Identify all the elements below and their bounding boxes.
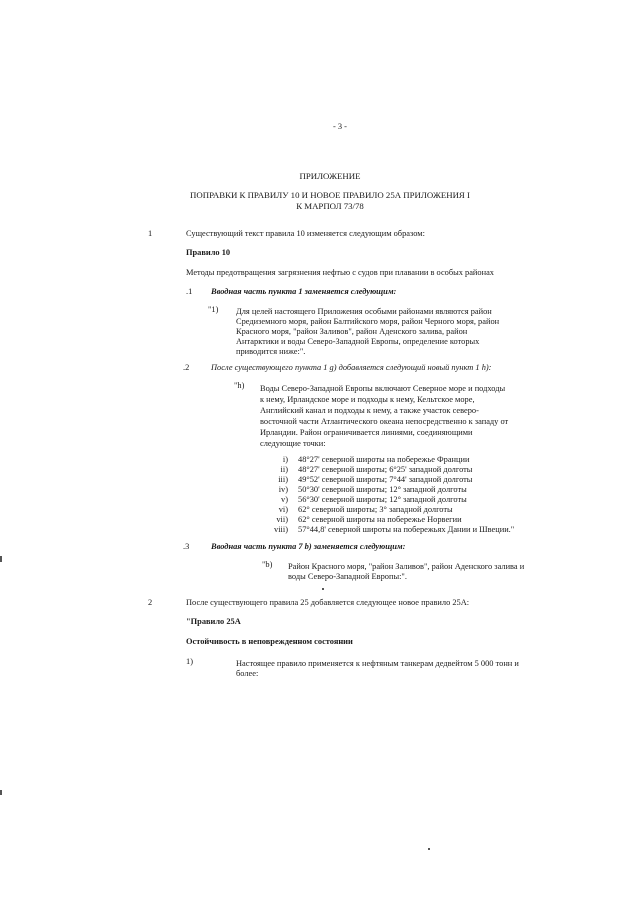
paragraph-2-number: .2 — [183, 363, 190, 372]
point-label: iii) — [278, 475, 288, 484]
section-1-rule-title: Правило 10 — [186, 248, 231, 257]
section-2-item-line: Настоящее правило применяется к нефтяным танкерам дедвейтом 5 000 тонн и — [236, 659, 519, 668]
point-label: vi) — [278, 505, 288, 514]
document-title: ПРИЛОЖЕНИЕ — [299, 171, 361, 181]
section-2-intro: После существующего правила 25 добавляется следующее новое правило 25А: — [186, 598, 470, 607]
point-label: viii) — [274, 525, 288, 534]
point-text: 62° северной широты; 3° западной долготы — [298, 505, 453, 514]
scan-speck — [428, 848, 430, 850]
point-text: 48°27' северной широты на побережье Франции — [298, 455, 470, 464]
paragraph-3-number: .3 — [183, 542, 190, 551]
scan-mark — [0, 556, 2, 562]
quote-3-line: Район Красного моря, "район Заливов", район Аденского залива и — [288, 562, 525, 571]
quote-1-line: Красного моря, "район Заливов", район Аденского залива, район — [236, 327, 468, 336]
quote-1-line: Антарктики и воды Северо-Западной Европы, определение которых — [236, 337, 480, 346]
quote-2-line: восточной части Атлантического океана непосредственно к западу от — [260, 417, 509, 426]
point-text: 57°44,8' северной широты на побережьях Дании и Швеции." — [298, 525, 515, 534]
section-2-number: 2 — [148, 598, 153, 607]
quote-3-line: воды Северо-Западной Европы:". — [288, 572, 407, 581]
section-2-item-number: 1) — [186, 657, 193, 666]
point-text: 48°27' северной широты; 6°25' западной долготы — [298, 465, 473, 474]
scan-speck — [322, 588, 324, 590]
quote-1-line: приводится ниже:". — [236, 347, 306, 356]
section-2-item-line: более: — [236, 669, 259, 678]
scan-mark — [0, 790, 2, 795]
quote-2-label: "h) — [234, 381, 245, 390]
quote-2-line: к нему, Ирландское море и подходы к нему, Кельтское море, — [260, 395, 475, 404]
quote-1-line: Средиземного моря, район Балтийского моря, район Черного моря, район — [236, 317, 500, 326]
section-1-intro: Существующий текст правила 10 изменяется следующим образом: — [186, 229, 425, 238]
section-1-number: 1 — [148, 229, 153, 238]
document-subtitle-line-2: К МАРПОЛ 73/78 — [296, 201, 364, 211]
paragraph-1-number: .1 — [186, 287, 193, 296]
document-subtitle-line-1: ПОПРАВКИ К ПРАВИЛУ 10 И НОВОЕ ПРАВИЛО 25А ПРИЛОЖЕНИЯ I — [190, 190, 470, 200]
quote-3-label: "b) — [262, 560, 273, 569]
paragraph-3-text: Вводная часть пункта 7 b) заменяется следующим: — [211, 542, 406, 551]
page-number: - 3 - — [333, 122, 347, 131]
point-label: i) — [282, 455, 288, 464]
point-label: vii) — [276, 515, 288, 524]
point-text: 50°30' северной широты; 12° западной долготы — [298, 485, 467, 494]
quote-2-line: Английский канал и подходы к нему, а также участок северо- — [260, 406, 479, 415]
section-2-rule-title: "Правило 25А — [186, 617, 241, 626]
quote-2-line: Ирландии. Район ограничивается линиями, соединяющими — [260, 428, 473, 437]
quote-2-line: Воды Северо-Западной Европы включают Северное море и подходы — [260, 384, 506, 393]
paragraph-2-text: После существующего пункта 1 g) добавляется следующий новый пункт 1 h): — [211, 363, 492, 372]
quote-2-line: следующие точки: — [260, 439, 326, 448]
point-text: 62° северной широты на побережье Норвегии — [298, 515, 462, 524]
point-label: v) — [281, 495, 288, 504]
point-text: 49°52' северной широты; 7°44' западной долготы — [298, 475, 473, 484]
quote-1-label: "1) — [208, 305, 219, 314]
section-2-heading: Остойчивость в неповрежденном состоянии — [186, 637, 353, 646]
point-text: 56°30' северной широты; 12° западной долготы — [298, 495, 467, 504]
point-label: iv) — [278, 485, 288, 494]
point-label: ii) — [280, 465, 288, 474]
quote-1-line: Для целей настоящего Приложения особыми районами являются район — [236, 307, 492, 316]
section-1-heading: Методы предотвращения загрязнения нефтью с судов при плавании в особых районах — [186, 268, 494, 277]
paragraph-1-text: Вводная часть пункта 1 заменяется следующим: — [211, 287, 397, 296]
